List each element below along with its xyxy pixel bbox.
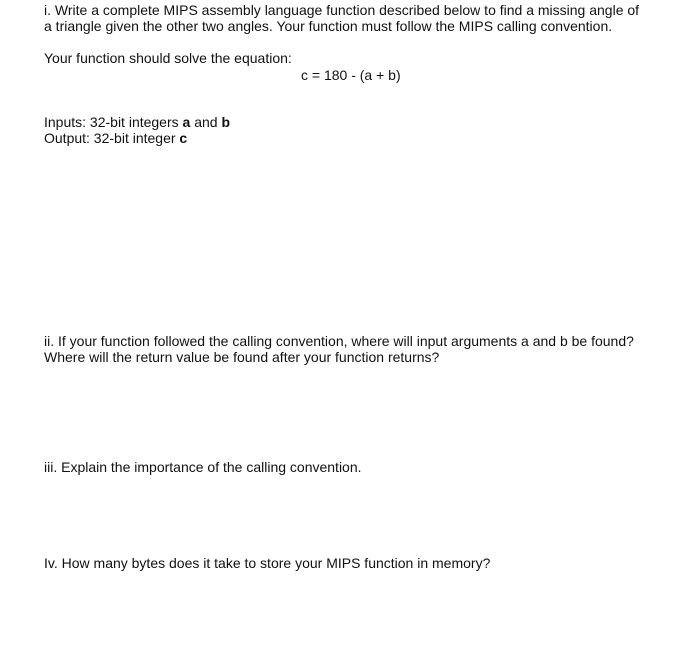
q2-line-2: Where will the return value be found after your function returns? xyxy=(44,349,440,365)
q1-line-1: i. Write a complete MIPS assembly language function described below to find a missing angle of xyxy=(44,2,640,18)
input-b: b xyxy=(221,114,231,130)
q4-line-1: Iv. How many bytes does it take to store your MIPS function in memory? xyxy=(44,555,491,571)
output-c: c xyxy=(179,130,188,146)
inputs-label: Inputs: 32-bit integers xyxy=(44,114,183,130)
q1-solve-intro: Your function should solve the equation: xyxy=(44,50,292,66)
q3-line-1: iii. Explain the importance of the calling convention. xyxy=(44,459,362,475)
q1-line-2: a triangle given the other two angles. Your function must follow the MIPS calling convention. xyxy=(44,18,613,34)
q1-output xyxy=(44,130,187,147)
inputs-and: and xyxy=(190,114,222,130)
q1-equation: c = 180 - (a + b) xyxy=(301,67,401,83)
output-label: Output: 32-bit integer xyxy=(44,130,180,146)
q2-line-1: ii. If your function followed the calling convention, where will input arguments a and b be found? xyxy=(44,333,634,349)
input-a: a xyxy=(182,114,191,130)
q1-inputs xyxy=(44,114,230,131)
